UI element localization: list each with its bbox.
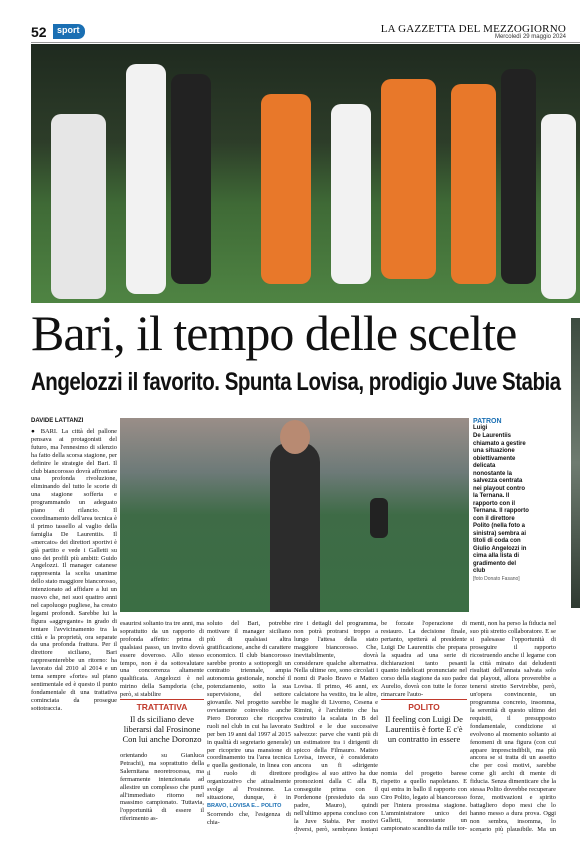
subheadline: Angelozzi il favorito. Spunta Lovisa, prodigio Juve Stabia xyxy=(31,368,561,396)
portrait-photo xyxy=(120,418,469,612)
caption-credit: [foto Donato Fasano] xyxy=(473,575,520,582)
article-column-5a: be forzate l'operazione di restauro. La decisione finale, pertanto, spetterà al presidente Luigi De Laurentiis che prepara la squadra ad una serie di dichiarazioni tanto pesanti quanto indelicati pronunciate nel corso della stagione da suo padre Aurelio, dovrà con tutte le forze rimarcare l'auto- xyxy=(381,620,467,698)
caption-label: PATRON xyxy=(473,418,502,425)
pull-box-title: TRATTATIVA xyxy=(120,699,204,712)
byline: DAVIDE LATTANZI xyxy=(31,418,84,424)
article-column-4: rire i dettagli del programma, non potrà protrarsi troppo a lungo l'attesa della stato maggiore biancorosso. Che, inevitabilmente, dovrà considerare qualche alternativa. Nella ultime ore, sono circolati i nomi di Paolo Bravo e Matteo Lovisa. Il primo, 46 anni, ex calciatore ha vestito, tra le altre, le maglie di Livorno, Cesena e Rimini, è l'architetto che ha costruito la scalata in B del Sudtirol e le due successive salvezze: parve che vanti più di un estimatore tra i dirigenti di spicco della Filmauro. Matteo Lovisa, invece, è considerato ancora un fi «dirigente prodigio» al suo attivo ha due promozioni dalla C alla B, conseguite prima con il Pordenone (presieduto da suo padre, Mauro), quindi nell'ultimo appena concluso con la Juve Stabia. Per motivi diversi, però, sembrano lontani xyxy=(294,620,378,833)
caption-text: De Laurentiis chiamato a gestire una situazione obiettivamente delicata nonostante la salvezza centrata nei playout contro la Ternana. Il rapporto con il Ternana. Il rapporto con il direttore Polito (nella foto a sinistra) sembra ai titoli di coda con Giulio Angelozzi in cima alla lista di gradimento del club xyxy=(473,433,529,574)
section-badge: sport xyxy=(53,24,85,39)
page-header xyxy=(31,22,580,43)
publication-name: LA GAZZETTA DEL MEZZOGIORNO xyxy=(380,23,566,35)
pull-box-text: Il ds siciliano deve liberarsi dal Frosinone Con lui anche Doronzo xyxy=(122,714,202,744)
section-subhead: BRAVO, LOVISA E... POLITO xyxy=(207,803,282,809)
caption-name: Luigi xyxy=(473,425,488,431)
article-column-6: menti, non ha perso la fiducia nel suo più stretto collaboratore. E se si palesasse l'opportunità di proseguire il rapporto ricostruendo anche il legame con la città minato dai deludenti risultati dell'annata salvata solo dai playout, allora proverebbe a tenersi stretto Servirebbe, però, un'opera convincente, un programma concreto, insomma, la serenità di questo ultimo dei requisiti, il presupposto fondamentale, condizione si evolvono al momento soltanto ai fenomeni di una figura (con cui appare imprescindibili, ma più ancora se si tratta di un assetto che per così motivi, sarebbe come gli archi di mente di fiducia. Senza dimenticare che la stessa Polito dovrebbe recuperare forze, motivazioni e spirito battagliero dopo mesi che lo hanno messo a dura prova. Oggi non sembra, insomma, lo scenario più plausibile. Ma un xyxy=(470,620,556,833)
article-column-3: soluto del Bari, potrebbe motivare il manager siciliano più di qualsiasi altra gratificazione, anche di carattere economico. Il club biancorosso sarebbe pronto a sottoporgli un contratto triennale, ampia autonomia gestionale, nonché il potenziamento, sotto la sua supervisione, del settore giovanile. Nel progetto sarebbe ovviamente coinvolto anche Piero Doronzo che ricopriva ruoli nel club in cui ha lavorato per ben 19 anni dal 1997 al 2015 in qualità di segretario generale) per ricoprire una mansione di coordinamento tra l'area tecnica e quella gestionale, in linea con il ruolo di direttore organizzativo che attualmente svolge al Frosinone. La situazione, dunque, è in xyxy=(207,620,291,801)
headline: Bari, il tempo delle scelte xyxy=(31,305,517,361)
adjacent-page-strip xyxy=(571,318,580,608)
pull-box-trattativa xyxy=(120,699,204,751)
article-column-1: ● BARI. La città del pallone pensava ai protagonisti del futuro, ma l'ennesimo di silenzio ha fatto della scorsa stagione, per definire le strategie del Bari. Il club biancorosso dovrà affrontare una profonda rivoluzione, eliminando del tutto le scorie di una stagione sofferta e programmando un adeguato piano di rilancio. Il coordinamento dell'area tecnica è il primo tassello al vaglio della famiglia De Laurentiis. Il «mercato» dei direttori sportivi è già partito e vede i Galletti su uno dei profili più ambiti: Guido Angelozzi. Il manager catanese rappresenta la scelta unanime dello stato maggiore biancorosso, intenzionato ad affidare a lui un nuovo che, nei suoi quattro anni nel capoluogo pugliese, ha creato legami profondi. Sarebbe lui la figura «aggregante» in grado di tentare l'avvicinamento tra la città e la proprietà, ora separate da una profonda frattura. Per il direttore siciliano, Bari rappresenterebbe un ritorno: ha lavorato dal 2010 al 2014 e un tema sempre «forte» sul piano sentimentale ed è questo il punto fondamentale di una trattativa cominciata da prosegue sottotraccia. xyxy=(31,428,117,712)
article-column-2a: esaurirsi soltanto tra tre anni, ma soprattutto da un rapporto di profonda affetto: prima di qualsiasi passo, un invito dovrà essere doveroso. Allo stesso tempo, non è da sottovalutare una concorrenza altamente qualificata. Angelozzi è nel mirino della Sampdoria (che, però, si stabilire xyxy=(120,620,204,699)
pull-box-title: POLITO xyxy=(381,699,467,712)
pull-box-polito xyxy=(381,699,467,769)
article-column-3b: Scorrendo che, l'esigenza di chia- xyxy=(207,811,291,826)
article-column-5b: nomia del progetto barese rispetto a quello napoletano. E qui entra in ballo il rapporto con Ciro Polito, legato al biancorosso per l'intera prossima stagione. L'amministratore unico dei Galletti, nonostante un campionato scandito da mille tor- xyxy=(381,770,467,833)
photo-caption xyxy=(473,418,529,582)
article-column-2b: orientando su Gianluca Petrachi), ma soprattutto della Salernitana neoretrocessa, ma fermamente intenzionata ad allestire un complesso che punti all'immediato ritorno nel massimo campionato. Tuttavia, l'opportunità di essere il riferimento as- xyxy=(120,752,204,823)
page-number: 52 xyxy=(31,24,47,40)
publication-date: Mercoledì 29 maggio 2024 xyxy=(494,34,566,40)
pull-box-text: Il feeling con Luigi De Laurentiis è forte E c'è un contratto in essere xyxy=(385,714,463,744)
team-photo xyxy=(31,44,580,303)
